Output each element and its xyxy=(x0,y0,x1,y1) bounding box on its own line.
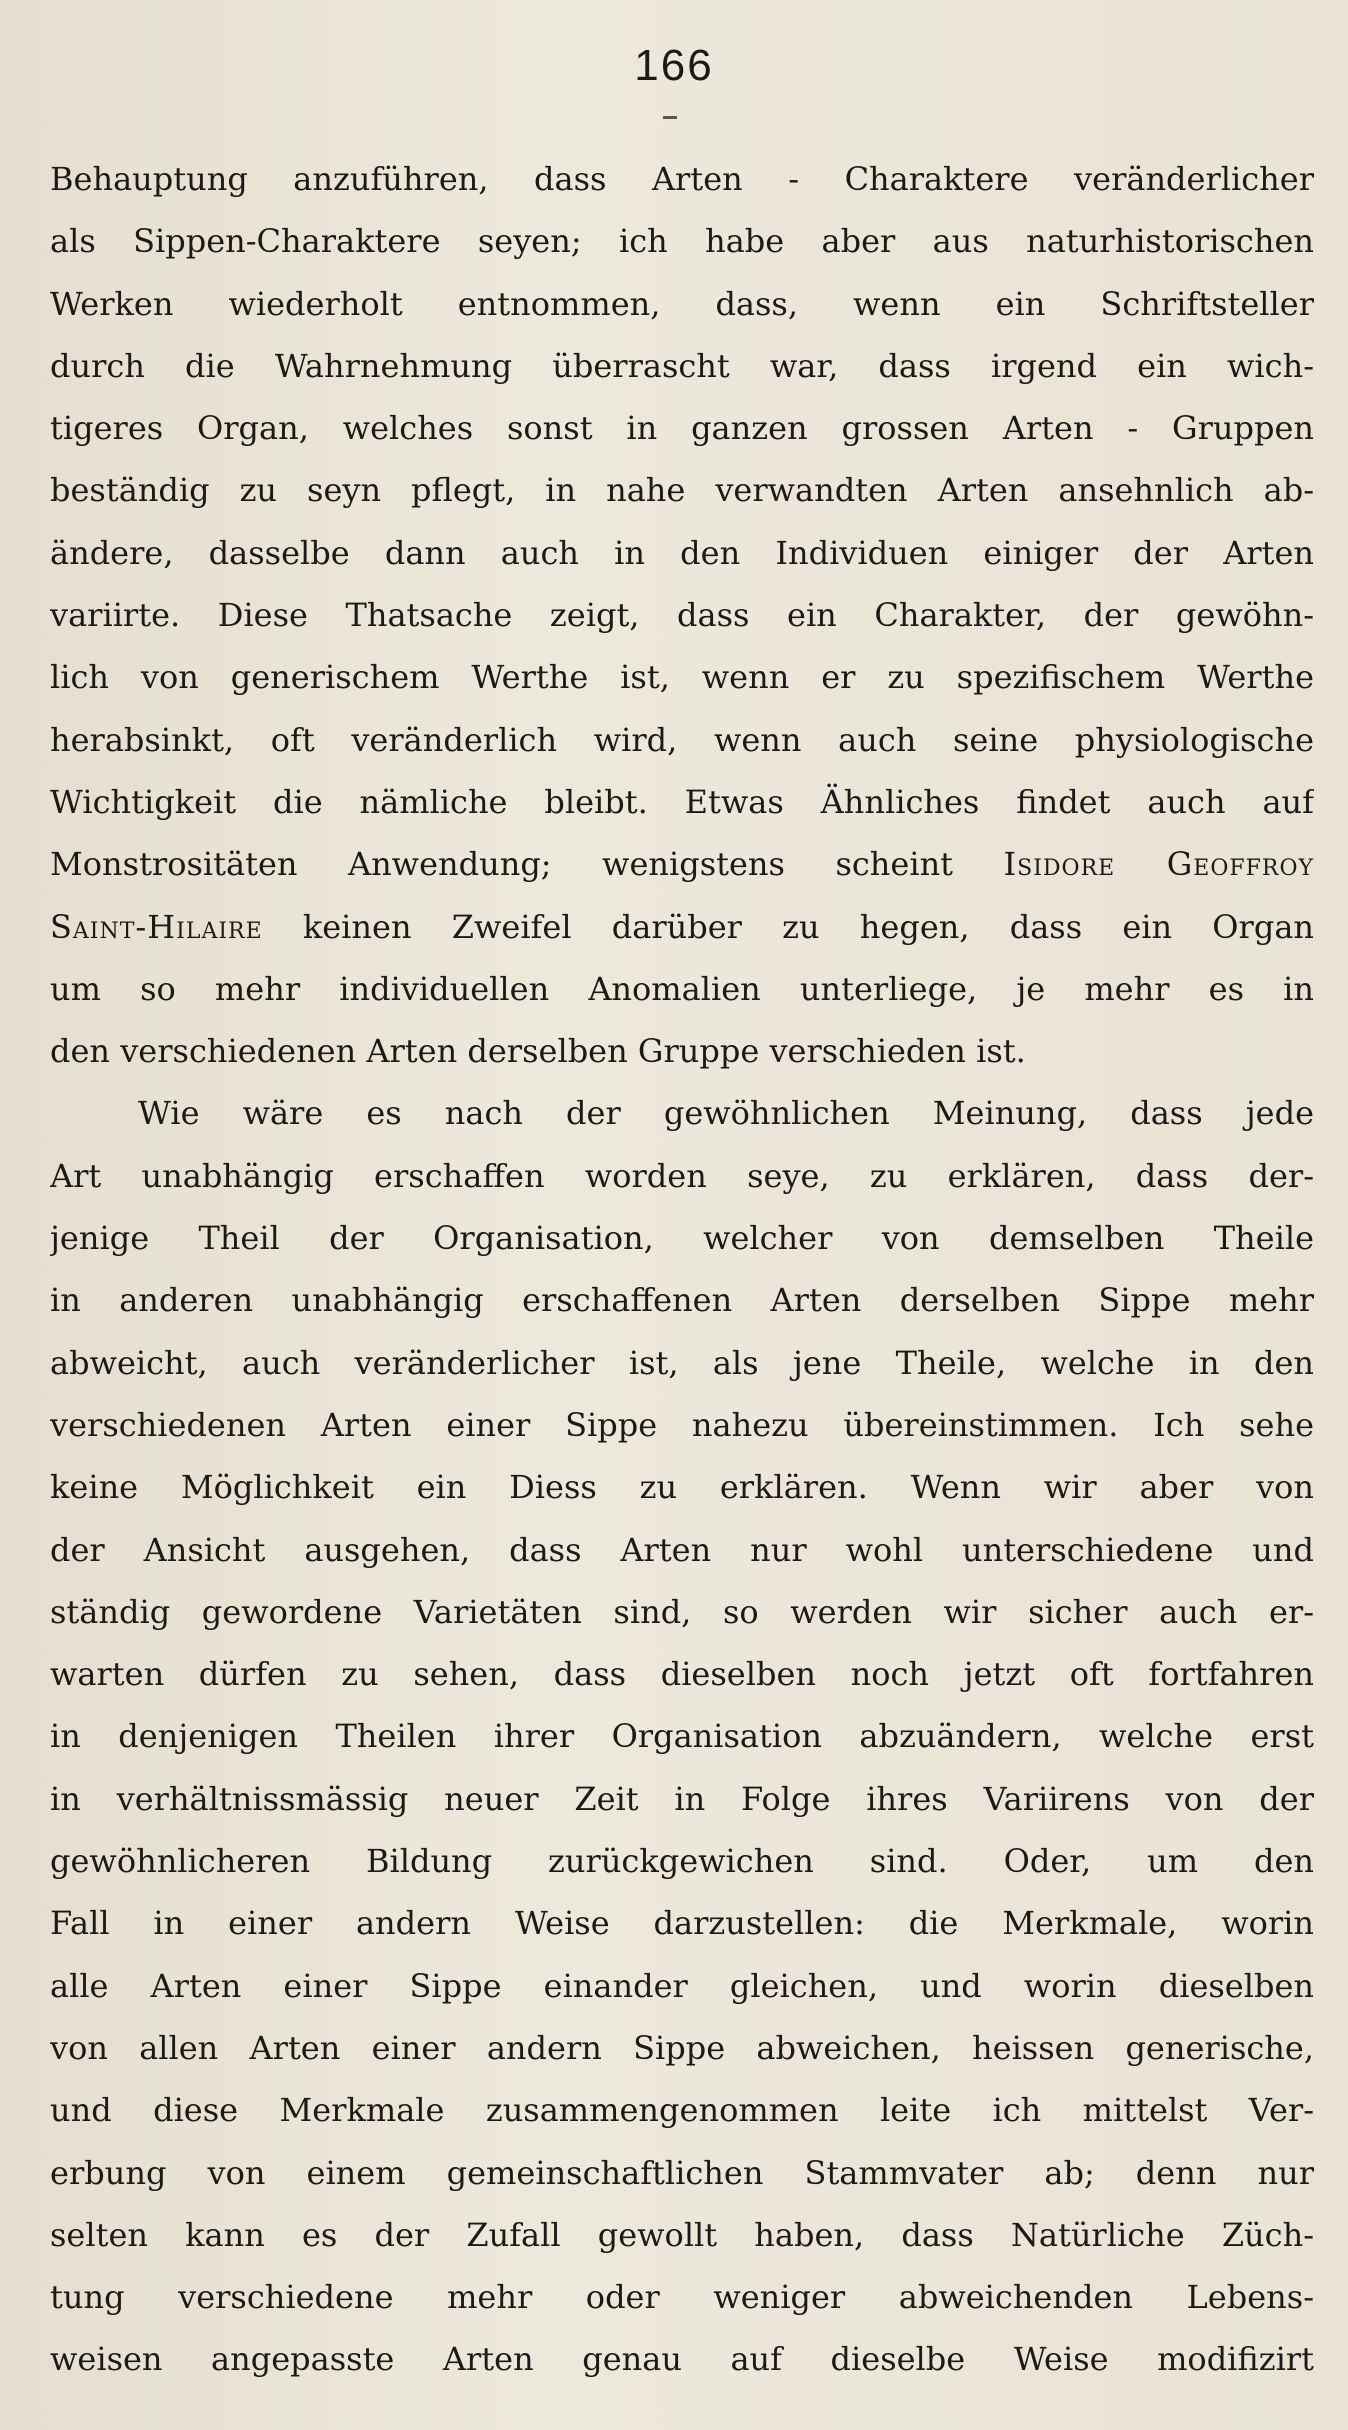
text-line xyxy=(50,833,1314,895)
text-line: durch die Wahrnehmung überrascht war, dass irgend ein wich- xyxy=(50,346,1314,385)
text-line: lich von generischem Werthe ist, wenn er zu spezifischem Werthe xyxy=(50,658,1314,697)
text-line: ändere, dasselbe dann auch in den Individuen einiger der Arten xyxy=(50,533,1314,572)
text-line: Wie wäre es nach der gewöhnlichen Meinung, dass jede xyxy=(138,1094,1314,1133)
text-line: tigeres Organ, welches sonst in ganzen grossen Arten - Gruppen xyxy=(50,409,1314,448)
author-name: Saint-Hilaire xyxy=(50,907,263,946)
text-line: Wichtigkeit die nämliche bleibt. Etwas Ähnliches findet auch auf xyxy=(50,782,1314,821)
text-line: keine Möglichkeit ein Diess zu erklären. Wenn wir aber von xyxy=(50,1468,1314,1507)
text-line: verschiedenen Arten einer Sippe nahezu übereinstimmen. Ich sehe xyxy=(50,1405,1314,1444)
text-line: tung verschiedene mehr oder weniger abweichenden Lebens- xyxy=(50,2278,1314,2317)
text-line: von allen Arten einer andern Sippe abweichen, heissen generische, xyxy=(50,2028,1314,2067)
text-line: um so mehr individuellen Anomalien unterliege, je mehr es in xyxy=(50,969,1314,1008)
text-line: weisen angepasste Arten genau auf dieselbe Weise modifizirt xyxy=(50,2340,1314,2379)
text-line: selten kann es der Zufall gewollt haben, dass Natürliche Züch- xyxy=(50,2215,1314,2254)
text-line: alle Arten einer Sippe einander gleichen, und worin dieselben xyxy=(50,1966,1314,2005)
text-line: Behauptung anzuführen, dass Arten - Charaktere veränderlicher xyxy=(50,160,1314,198)
text-line: gewöhnlicheren Bildung zurückgewichen sind. Oder, um den xyxy=(50,1842,1314,1881)
text-line: der Ansicht ausgehen, dass Arten nur wohl unterschiedene und xyxy=(50,1530,1314,1569)
text-line: ständig gewordene Varietäten sind, so werden wir sicher auch er- xyxy=(50,1592,1314,1631)
text-line: variirte. Diese Thatsache zeigt, dass ein Charakter, der gewöhn- xyxy=(50,596,1314,635)
text-line: herabsinkt, oft veränderlich wird, wenn auch seine physiologische xyxy=(50,720,1314,759)
text-line: den verschiedenen Arten derselben Gruppe verschieden ist. xyxy=(50,1032,1026,1071)
body-text xyxy=(50,148,1314,2391)
header-dash xyxy=(663,116,677,119)
text-line: Art unabhängig erschaffen worden seye, zu erklären, dass der- xyxy=(50,1156,1314,1195)
text-line: beständig zu seyn pflegt, in nahe verwandten Arten ansehnlich ab- xyxy=(50,471,1314,510)
text-line: in anderen unabhängig erschaffenen Arten derselben Sippe mehr xyxy=(50,1281,1314,1320)
text-line: in denjenigen Theilen ihrer Organisation abzuändern, welche erst xyxy=(50,1717,1314,1756)
text-line: erbung von einem gemeinschaftlichen Stammvater ab; denn nur xyxy=(50,2153,1314,2192)
text-line: Werken wiederholt entnommen, dass, wenn ein Schriftsteller xyxy=(50,284,1314,323)
text-line: warten dürfen zu sehen, dass dieselben noch jetzt oft fortfahren xyxy=(50,1655,1314,1694)
text-line: und diese Merkmale zusammengenommen leite ich mittelst Ver- xyxy=(50,2091,1314,2130)
text-line xyxy=(50,896,1314,958)
page-number: 166 xyxy=(634,41,714,90)
author-name: Isidore Geoffroy xyxy=(1003,845,1314,884)
text-line: als Sippen-Charaktere seyen; ich habe aber aus naturhistorischen xyxy=(50,222,1314,261)
line-text: Monstrositäten Anwendung; wenigstens scheint xyxy=(50,845,1004,884)
text-line: in verhältnissmässig neuer Zeit in Folge ihres Variirens von der xyxy=(50,1779,1314,1818)
text-line: Fall in einer andern Weise darzustellen: die Merkmale, worin xyxy=(50,1904,1314,1943)
line-text: keinen Zweifel darüber zu hegen, dass ein Organ xyxy=(262,907,1314,946)
text-line: abweicht, auch veränderlicher ist, als jene Theile, welche in den xyxy=(50,1343,1314,1382)
text-line: jenige Theil der Organisation, welcher von demselben Theile xyxy=(50,1219,1314,1258)
